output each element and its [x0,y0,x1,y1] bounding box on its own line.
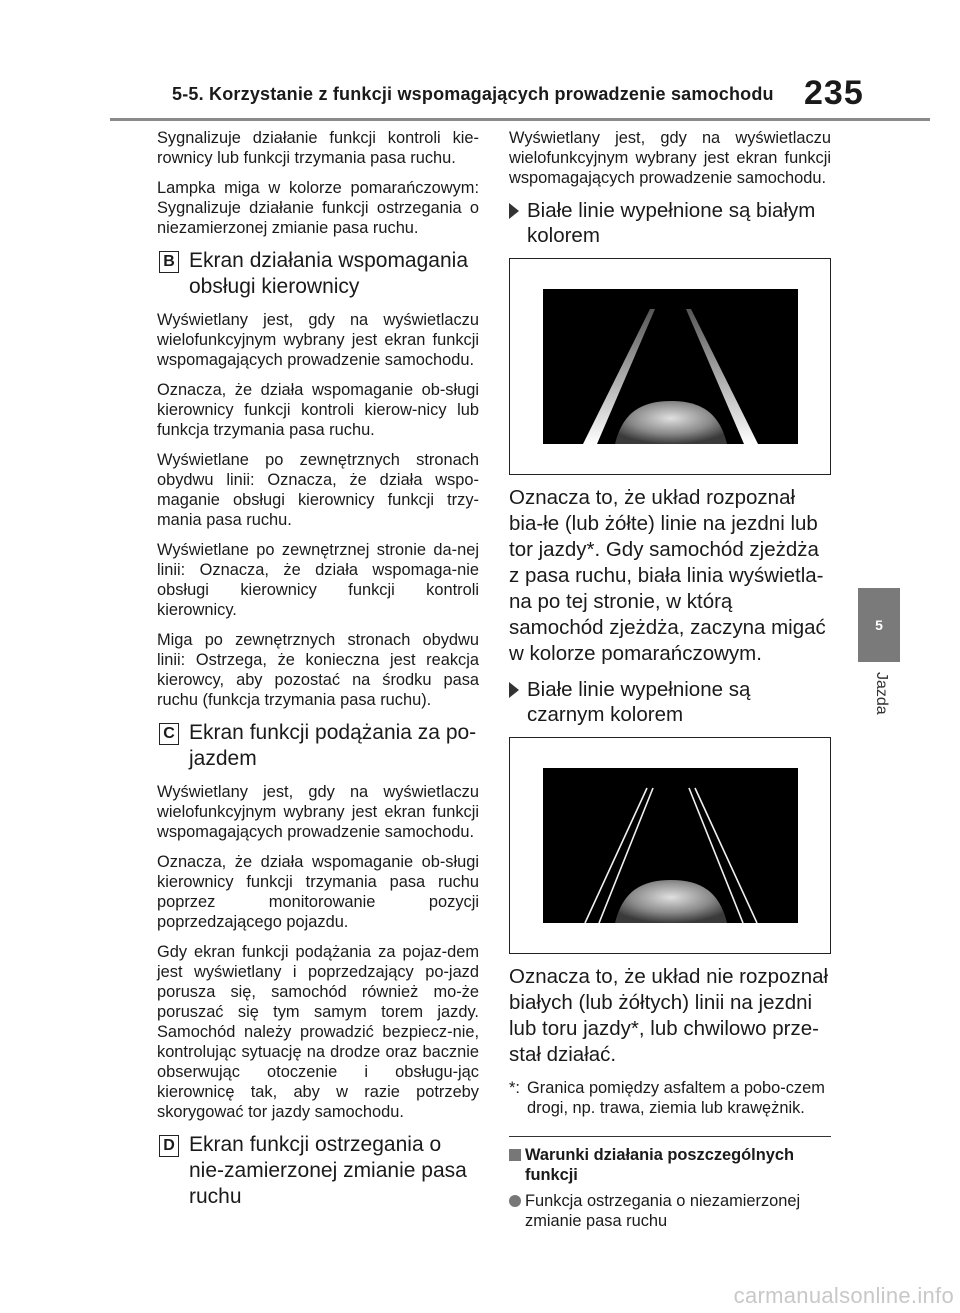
section-c-title: Ekran funkcji podążania za po-jazdem [189,721,477,770]
paragraph: Sygnalizuje działanie funkcji kontroli kie-rownicy lub funkcji trzymania pasa ruchu. [157,129,479,167]
right-column [509,128,831,1231]
bullet-item [509,677,831,727]
conditions-list-item [509,1191,831,1231]
display-screen-illustration [543,289,798,444]
display-screen-illustration [543,768,798,923]
conditions-item-text: Funkcja ostrzegania o niezamierzonej zmianie pasa ruchu [525,1192,801,1230]
circle-bullet-icon [509,1195,521,1207]
section-c-badge: C [159,723,179,745]
bullet-text: Białe linie wypełnione są czarnym kolorem [527,678,751,726]
triangle-bullet-icon [509,203,519,219]
header-divider [110,118,930,121]
paragraph: Gdy ekran funkcji podążania za pojaz-dem jest wyświetlany i poprzedzający po-jazd porusza się, samochód również mo-że poruszać się tym samym torem jazdy. Samochód należy prowadzić bezpiecz-nie, kontrolując sytuację na drodze oraz bacznie obserwując otoczenie i obsługu-jąc kierownicę tak, aby w razie potrzeby skorygować tor jazdy samochodu. [157,943,479,1121]
bullet-text: Białe linie wypełnione są białym kolorem [527,199,816,247]
section-b-badge: B [159,251,179,273]
paragraph: Wyświetlany jest, gdy na wyświetlaczu wielofunkcyjnym wybrany jest ekran funkcji wspomagających prowadzenie samochodu. [509,129,831,187]
conditions-title: Warunki działania poszczególnych funkcji [525,1146,794,1184]
conditions-heading [509,1145,831,1185]
lane-lines-filled-black-figure [509,737,831,954]
paragraph: Wyświetlane po zewnętrznej stronie da-nej linii: Oznacza, że działa wspomaga-nie obsługi kierownicy funkcji kontroli kierownicy. [157,541,479,619]
page-number: 235 [804,74,864,112]
section-d-badge: D [159,1135,179,1157]
paragraph: Oznacza, że działa wspomaganie ob-sługi kierownicy funkcji kontroli kierow-nicy lub funkcja trzymania pasa ruchu. [157,381,479,439]
bullet-item [509,198,831,248]
section-b-title: Ekran działania wspomagania obsługi kierownicy [189,249,468,298]
description-text: Oznacza to, że układ nie rozpoznał białych (lub żółtych) linii na jezdni lub toru jazdy*, lub chwilowo prze-stał działać. [509,965,829,1066]
description-text: Oznacza to, że układ rozpoznał bia-łe (lub żółte) linie na jezdni lub tor jazdy*. Gdy samochód zjeżdża z pasa ruchu, biała linia wyświetla-na po tej stronie, w którą samochód zjeżdża, zaczyna migać w kolorze pomarańczowym. [509,486,826,665]
left-column [157,128,479,1220]
paragraph: Wyświetlany jest, gdy na wyświetlaczu wielofunkcyjnym wybrany jest ekran funkcji wspomagających prowadzenie samochodu. [157,311,479,369]
section-heading-c [157,720,479,772]
paragraph: Wyświetlany jest, gdy na wyświetlaczu wielofunkcyjnym wybrany jest ekran funkcji wspomagających prowadzenie samochodu. [157,783,479,841]
lane-lines-filled-white-figure [509,258,831,475]
footnote-mark: *: [509,1079,520,1097]
paragraph: Oznacza, że działa wspomaganie ob-sługi kierownicy funkcji trzymania pasa ruchu poprzez monitorowanie pozycji poprzedzającego pojazdu. [157,853,479,931]
footnote [509,1078,831,1118]
section-heading-b [157,248,479,300]
page-header-title: 5-5. Korzystanie z funkcji wspomagających prowadzenie samochodu [172,84,774,104]
section-d-title: Ekran funkcji ostrzegania o nie-zamierzonej zmianie pasa ruchu [189,1133,467,1208]
section-heading-d [157,1132,479,1210]
paragraph: Miga po zewnętrznych stronach obydwu linii: Ostrzega, że konieczna jest reakcja kierowcy, aby pozostać na środku pasa ruchu (funkcja trzymania pasa ruchu). [157,631,479,709]
paragraph: Wyświetlane po zewnętrznych stronach obydwu linii: Oznacza, że działa wspo-maganie obsługi kierownicy funkcji trzy-mania pasa ruchu. [157,451,479,529]
section-divider [509,1136,831,1137]
chapter-tab: 5 [858,588,900,662]
chapter-label: Jazda [873,672,890,715]
paragraph: Lampka miga w kolorze pomarańczowym: Sygnalizuje działanie funkcji ostrzegania o niezamierzonej zmianie pasa ruchu. [157,179,479,237]
triangle-bullet-icon [509,682,519,698]
watermark: carmanualsonline.info [733,1283,954,1308]
square-bullet-icon [509,1149,521,1161]
footnote-text: Granica pomiędzy asfaltem a pobo-czem drogi, np. trawa, ziemia lub krawężnik. [527,1079,825,1117]
